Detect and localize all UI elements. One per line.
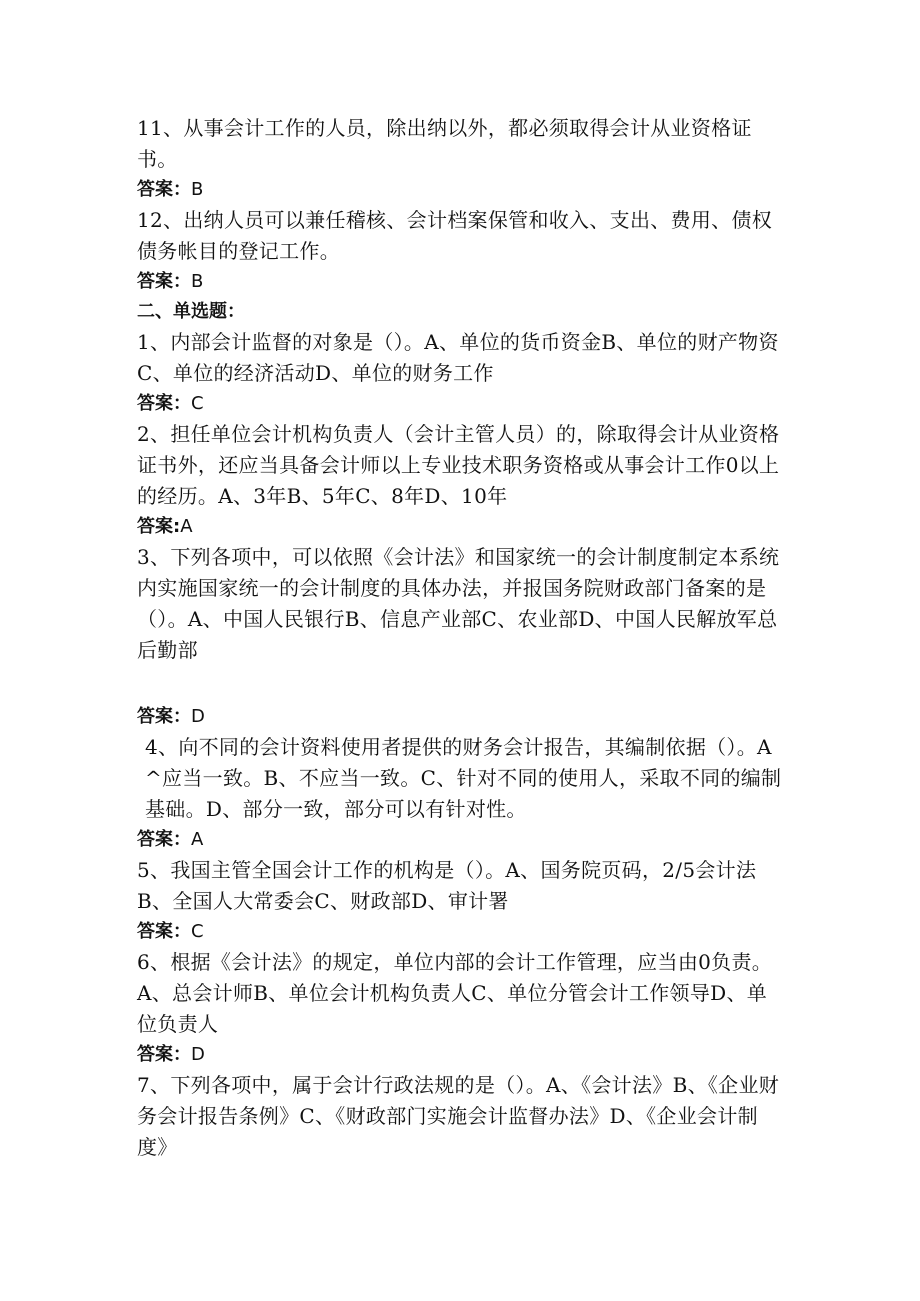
answer-label: 答案：	[137, 829, 191, 850]
answer-value: D	[191, 1044, 205, 1065]
mc-answer-6	[137, 1040, 787, 1070]
mc-question-1: 1、内部会计监督的对象是（）。A、单位的货币资金B、单位的财产物资C、单位的经济活动D、单位的财务工作	[137, 330, 779, 385]
answer-value: B	[191, 271, 204, 292]
answer-value: A	[191, 829, 204, 850]
spacer	[137, 666, 787, 702]
answer-11	[137, 175, 787, 205]
mc-answer-1	[137, 389, 787, 419]
answer-label: 答案：	[137, 179, 191, 200]
answer-value: D	[191, 706, 205, 727]
question-12: 12、出纳人员可以兼任稽核、会计档案保管和收入、支出、费用、债权债务帐目的登记工作。	[137, 208, 773, 263]
question-11: 11、从事会计工作的人员，除出纳以外，都必须取得会计从业资格证书。	[137, 116, 752, 171]
mc-question-2: 2、担任单位会计机构负责人（会计主管人员）的，除取得会计从业资格证书外，还应当具备会计师以上专业技术职务资格或从事会计工作0以上的经历。A、3年B、5年C、8年D、10年	[137, 422, 780, 508]
mc-answer-5	[137, 917, 787, 947]
question-list	[137, 113, 787, 1163]
mc-question-3: 3、下列各项中，可以依照《会计法》和国家统一的会计制度制定本系统内实施国家统一的会计制度的具体办法，并报国务院财政部门备案的是（）。A、中国人民银行B、信息产业部C、农业部D、中国人民解放军总后勤部	[137, 545, 780, 662]
mc-question-6: 6、根据《会计法》的规定，单位内部的会计工作管理，应当由0负责。A、总会计师B、单位会计机构负责人C、单位分管会计工作领导D、单位负责人	[137, 950, 773, 1036]
mc-question-4: 4、向不同的会计资料使用者提供的财务会计报告，其编制依据（）。A^应当一致。B、不应当一致。C、针对不同的使用人，采取不同的编制基础。D、部分一致，部分可以有针对性。	[145, 735, 782, 821]
section-title: 二、单选题：	[137, 301, 245, 322]
mc-question-7: 7、下列各项中，属于会计行政法规的是（）。A、《会计法》B、《企业财务会计报告条例》C、《财政部门实施会计监督办法》D、《企业会计制度》	[137, 1073, 780, 1159]
mc-question-5: 5、我国主管全国会计工作的机构是（）。A、国务院页码，2/5会计法B、全国人大常委会C、财政部D、审计署	[137, 858, 757, 913]
answer-label: 答案:	[137, 516, 181, 537]
mc-answer-4	[137, 825, 787, 855]
answer-12	[137, 267, 787, 297]
answer-value: B	[191, 179, 204, 200]
answer-value: C	[191, 921, 204, 942]
mc-answer-2	[137, 512, 787, 542]
mc-answer-3	[137, 702, 787, 732]
answer-label: 答案：	[137, 393, 191, 414]
answer-label: 答案：	[137, 921, 191, 942]
answer-label: 答案：	[137, 271, 191, 292]
answer-value: A	[180, 516, 193, 537]
answer-label: 答案：	[137, 706, 191, 727]
answer-value: C	[191, 393, 204, 414]
answer-label: 答案：	[137, 1044, 191, 1065]
